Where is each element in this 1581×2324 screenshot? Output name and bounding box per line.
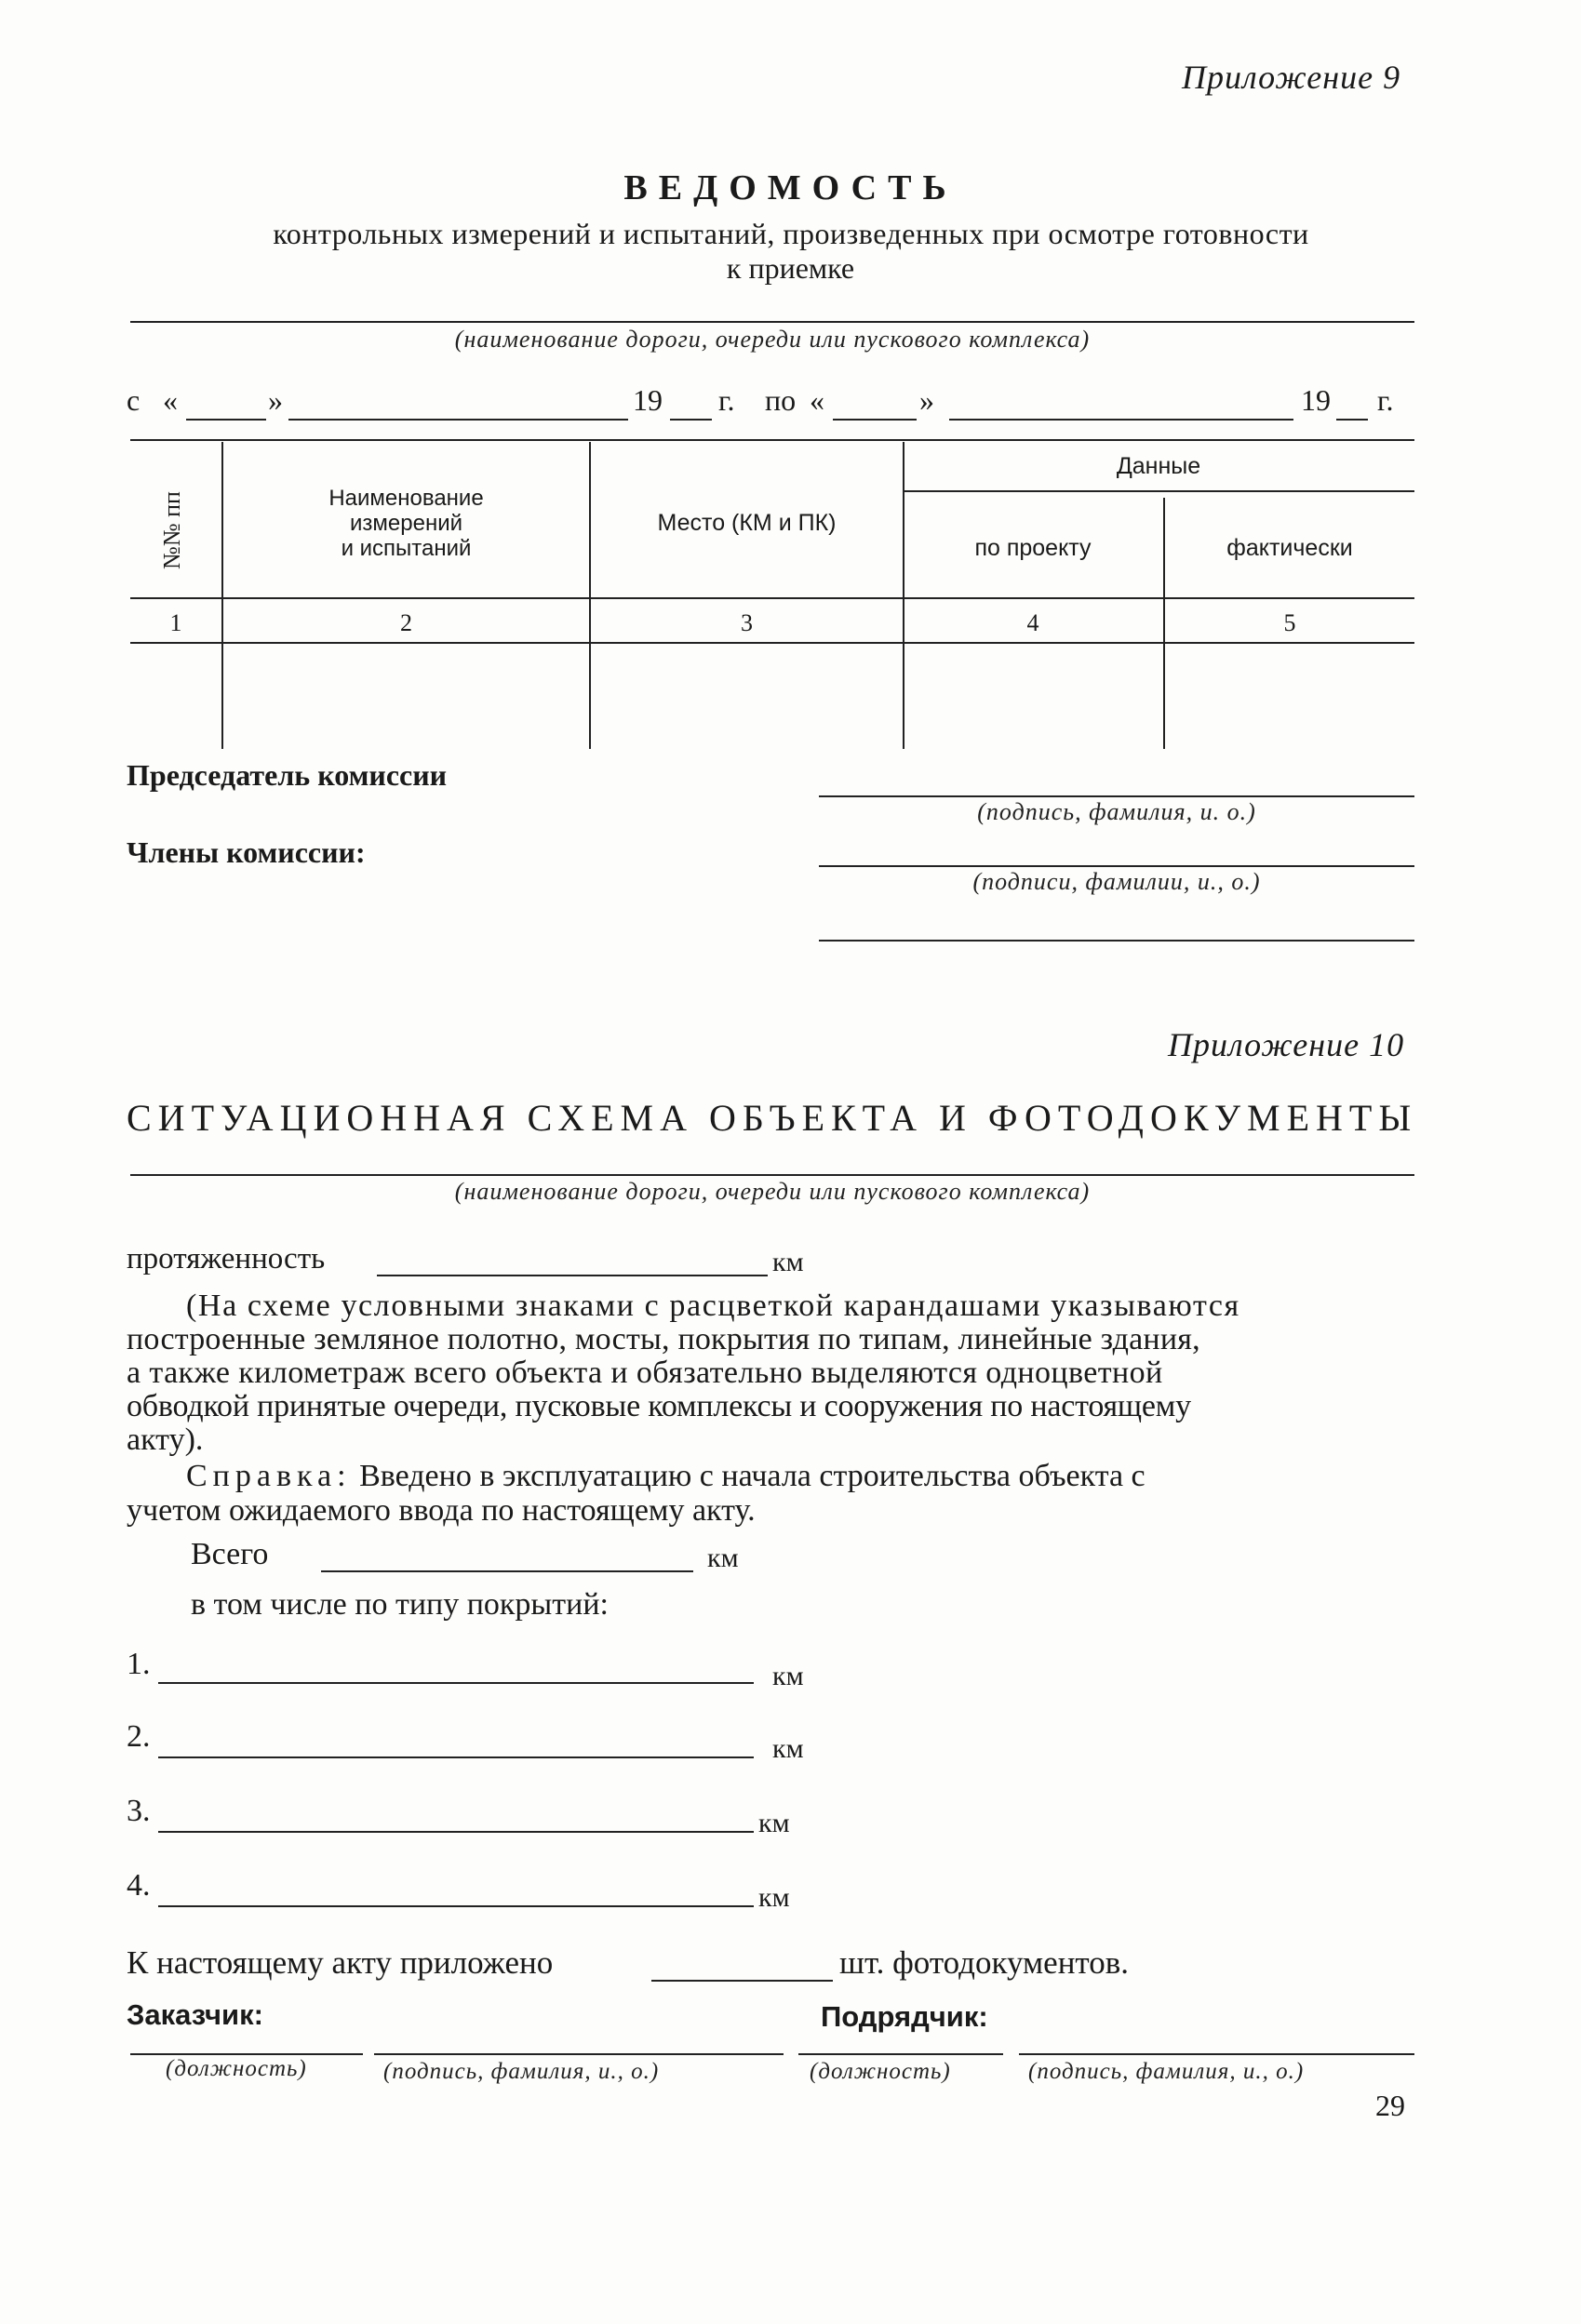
year-field-1[interactable] <box>670 419 712 421</box>
appendix-9-subtitle-line2: к приемке <box>726 251 855 285</box>
note-line-5: акту). <box>127 1422 204 1457</box>
chairman-signature-caption: (подпись, фамилия, и. о.) <box>977 798 1256 825</box>
total-label: Всего <box>191 1537 269 1571</box>
col-header-name-line1: Наименование <box>328 486 484 511</box>
item-field[interactable] <box>158 1682 754 1684</box>
road-name-line-2 <box>130 1174 1414 1176</box>
customer-signature-caption: (подпись, фамилия, и., о.) <box>383 2059 660 2084</box>
note-line-3: а также километраж всего объекта и обязательно выделяются одноцветной <box>127 1356 1163 1390</box>
length-field[interactable] <box>377 1275 768 1276</box>
chairman-signature-line[interactable] <box>819 795 1414 797</box>
appendix-10-title: СИТУАЦИОННАЯ СХЕМА ОБЪЕКТА И ФОТОДОКУМЕНТЫ <box>127 1097 1418 1139</box>
contractor-position-line[interactable] <box>798 2053 1003 2055</box>
item-field[interactable] <box>158 1756 754 1758</box>
item-unit: км <box>758 1808 790 1838</box>
date-quote-close-1: » <box>268 383 283 417</box>
spravka-line-1 <box>186 1459 1146 1494</box>
col-header-number: №№ пп <box>158 491 185 569</box>
customer-label: Заказчик: <box>127 1998 263 2031</box>
col-number-3: 3 <box>741 609 753 636</box>
col-number-2: 2 <box>400 609 412 636</box>
year-field-2[interactable] <box>1336 419 1368 421</box>
appendix-9-title: ВЕДОМОСТЬ <box>623 168 958 207</box>
item-number: 1. <box>127 1647 151 1681</box>
item-unit: км <box>758 1882 790 1913</box>
road-name-line <box>130 321 1414 323</box>
page-number: 29 <box>1375 2089 1405 2122</box>
month-field-2[interactable] <box>949 419 1293 421</box>
col-header-name-line2: измерений <box>349 511 463 536</box>
table-col-divider-3 <box>903 442 904 749</box>
spravka-title: Справка: <box>186 1459 352 1493</box>
customer-position-caption: (должность) <box>166 2056 307 2081</box>
table-top-rule <box>130 439 1414 441</box>
header-bottom-rule <box>130 597 1414 599</box>
total-field[interactable] <box>321 1570 693 1572</box>
spravka-line-2: учетом ожидаемого ввода по настоящему акту. <box>127 1493 756 1528</box>
col-header-by-project: по проекту <box>974 535 1092 561</box>
attached-prefix: К настоящему акту приложено <box>127 1944 554 1981</box>
total-unit: км <box>707 1543 739 1573</box>
item-number: 2. <box>127 1719 151 1754</box>
col-number-4: 4 <box>1026 609 1039 636</box>
length-unit: км <box>772 1247 804 1277</box>
members-signature-line-2[interactable] <box>819 940 1414 942</box>
item-field[interactable] <box>158 1831 754 1833</box>
month-field-1[interactable] <box>288 419 628 421</box>
col-number-1: 1 <box>169 609 182 636</box>
date-quote-close-2: » <box>919 383 934 417</box>
number-row-rule <box>130 642 1414 644</box>
col-header-actual: фактически <box>1226 535 1353 561</box>
note-line-2: построенные земляное полотно, мосты, покрытия по типам, линейные здания, <box>127 1322 1200 1356</box>
spravka-text-1: Введено в эксплуатацию с начала строительства объекта с <box>359 1459 1146 1493</box>
length-label: протяженность <box>127 1242 326 1276</box>
year-suffix-2: г. <box>1377 383 1394 417</box>
members-signature-caption: (подписи, фамилии, и., о.) <box>972 868 1261 895</box>
col-number-5: 5 <box>1283 609 1296 636</box>
customer-signature-line[interactable] <box>374 2053 784 2055</box>
road-name-caption-2: (наименование дороги, очереди или пускового комплекса) <box>454 1178 1091 1205</box>
attached-suffix: шт. фотодокументов. <box>839 1944 1130 1981</box>
day-field-2[interactable] <box>833 419 917 421</box>
item-field[interactable] <box>158 1905 754 1907</box>
note-line-4: обводкой принятые очереди, пусковые комплексы и сооружения по настоящему <box>127 1389 1191 1423</box>
members-signature-line-1[interactable] <box>819 865 1414 867</box>
col-header-data-group: Данные <box>1116 453 1201 479</box>
date-from-prefix: с <box>127 383 141 417</box>
appendix-9-label: Приложение 9 <box>1182 59 1401 96</box>
note-line-1: (На схеме условными знаками с расцветкой карандашами указываются <box>186 1289 1240 1323</box>
col-header-place: Место (КМ и ПК) <box>657 510 837 536</box>
col-header-name <box>223 486 589 561</box>
day-field-1[interactable] <box>186 419 266 421</box>
attached-count-field[interactable] <box>651 1980 833 1982</box>
by-type-label: в том числе по типу покрытий: <box>191 1587 609 1622</box>
appendix-10-label: Приложение 10 <box>1168 1026 1405 1063</box>
col-header-name-line3: и испытаний <box>341 536 472 561</box>
date-to-prefix: по <box>765 383 797 417</box>
contractor-label: Подрядчик: <box>821 2000 988 2033</box>
road-name-caption: (наименование дороги, очереди или пускового комплекса) <box>454 326 1091 353</box>
date-quote-open-2: « <box>810 383 824 417</box>
contractor-signature-line[interactable] <box>1019 2053 1414 2055</box>
item-unit: км <box>772 1733 804 1764</box>
chairman-label: Председатель комиссии <box>127 758 448 792</box>
data-group-rule <box>903 490 1414 492</box>
contractor-position-caption: (должность) <box>810 2059 951 2084</box>
item-number: 4. <box>127 1868 151 1903</box>
contractor-signature-caption: (подпись, фамилия, и., о.) <box>1028 2059 1305 2084</box>
year-prefix-1: 19 <box>633 383 663 417</box>
year-suffix-1: г. <box>718 383 735 417</box>
table-col-divider-2 <box>589 442 591 749</box>
appendix-9-subtitle-line1: контрольных измерений и испытаний, произведенных при осмотре готовности <box>273 217 1309 250</box>
members-label: Члены комиссии: <box>127 835 366 869</box>
date-quote-open-1: « <box>163 383 178 417</box>
customer-position-line[interactable] <box>130 2053 363 2055</box>
year-prefix-2: 19 <box>1301 383 1331 417</box>
item-number: 3. <box>127 1794 151 1828</box>
item-unit: км <box>772 1661 804 1691</box>
